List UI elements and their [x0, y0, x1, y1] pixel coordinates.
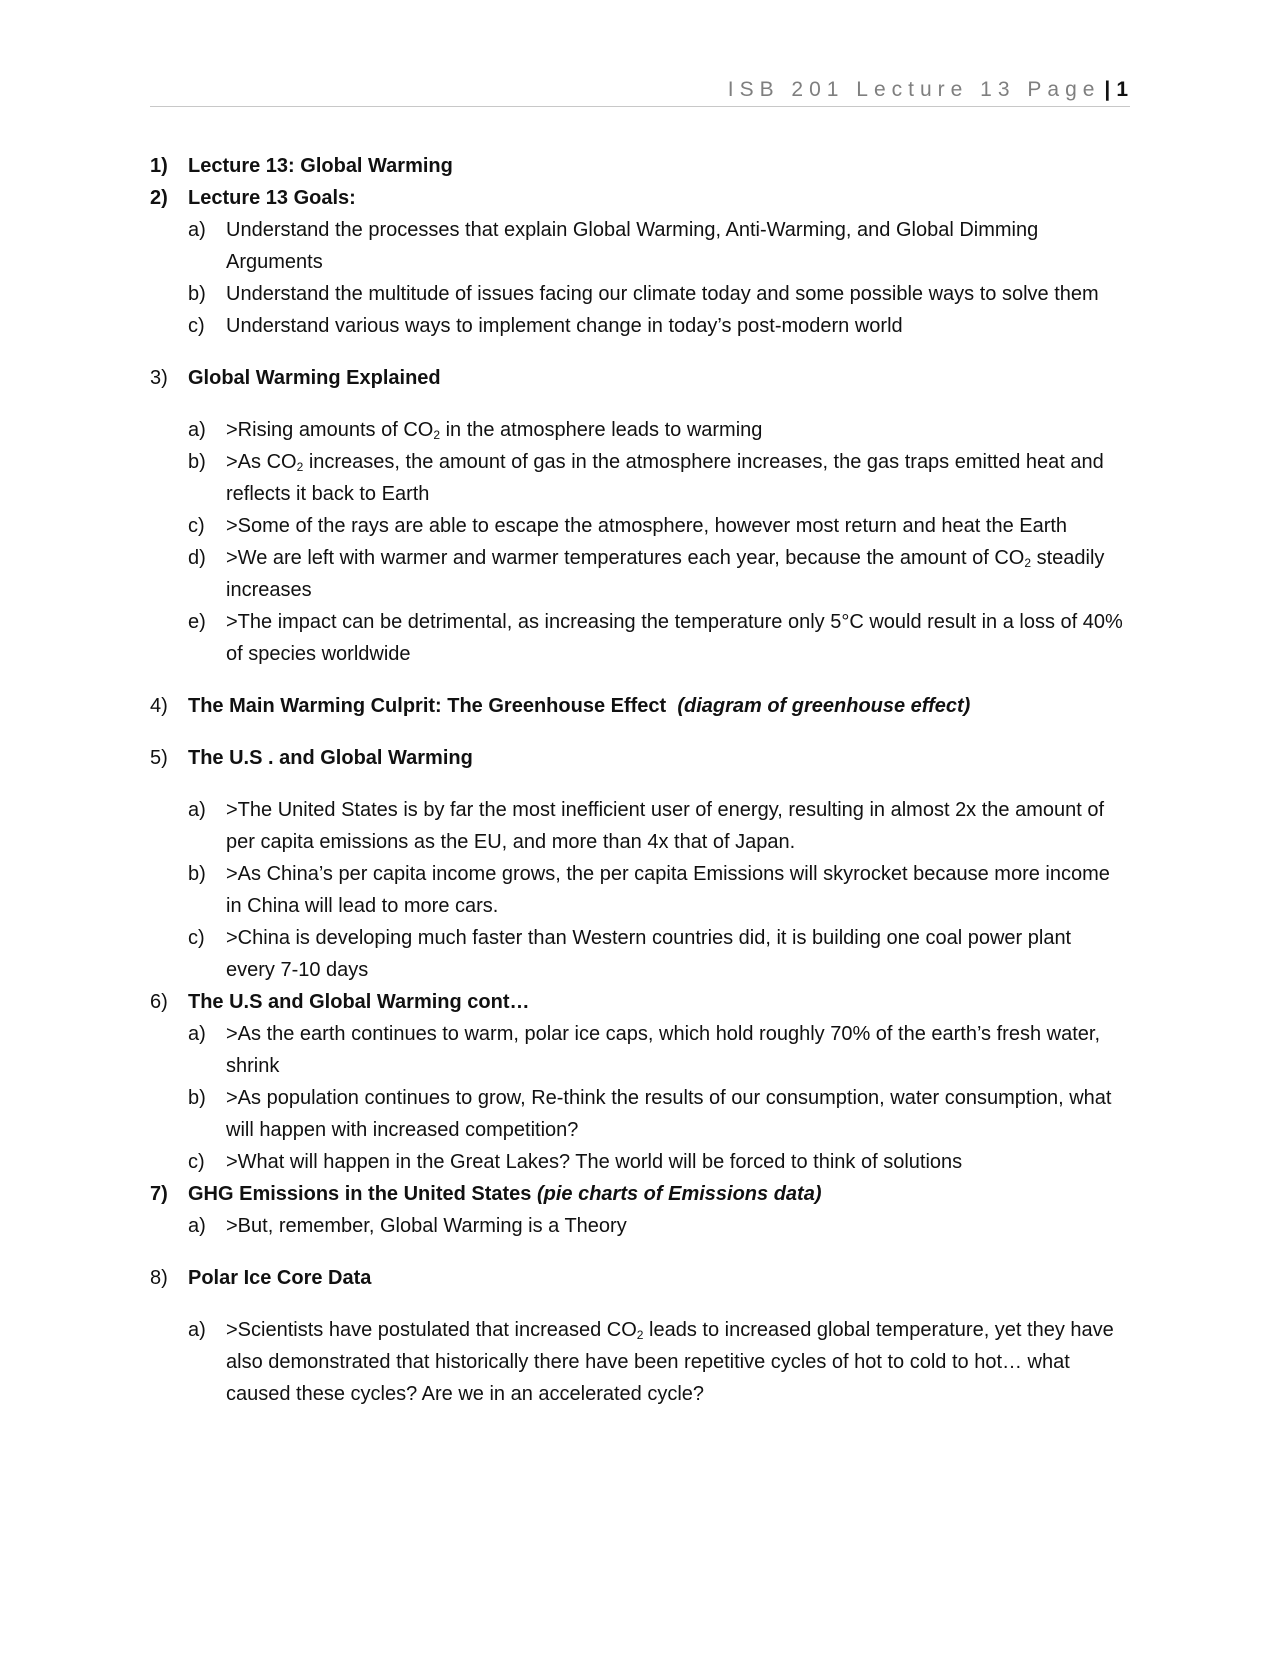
item-letter: a) [188, 1023, 206, 1045]
list-item [188, 446, 1125, 510]
list-item [188, 922, 1125, 986]
section-6-items [188, 1018, 1125, 1178]
section-number: 2) [150, 187, 168, 209]
item-letter: c) [188, 315, 205, 337]
item-text: >China is developing much faster than Western countries did, it is building one coal power plant every 7-10 days [226, 927, 1072, 981]
item-letter: c) [188, 1151, 205, 1173]
item-letter: a) [188, 219, 206, 241]
section-title: GHG Emissions in the United States (pie charts of Emissions data) [188, 1183, 822, 1205]
list-item [188, 1210, 1125, 1242]
item-letter: b) [188, 1087, 206, 1109]
section-6 [150, 986, 1125, 1018]
section-8 [150, 1262, 1125, 1294]
item-letter: b) [188, 283, 206, 305]
section-4 [150, 690, 1125, 722]
section-title: Polar Ice Core Data [188, 1267, 372, 1289]
subscript: 2 [636, 1328, 644, 1342]
list-item [188, 1314, 1125, 1410]
item-text: Understand various ways to implement change in today’s post-modern world [226, 315, 903, 337]
section-3 [150, 362, 1125, 394]
header-page-number: 1 [1116, 78, 1128, 101]
section-2 [150, 182, 1125, 214]
section-title: The U.S and Global Warming cont… [188, 991, 530, 1013]
item-text: >But, remember, Global Warming is a Theory [226, 1215, 627, 1237]
list-item [188, 510, 1125, 542]
list-item [188, 1082, 1125, 1146]
section-5-items [188, 794, 1125, 986]
item-letter: a) [188, 419, 206, 441]
item-text: >Rising amounts of $CO_2$ in the atmosphere leads to warming [226, 419, 763, 442]
section-5 [150, 742, 1125, 774]
item-text: >As population continues to grow, Re-think the results of our consumption, water consumption, what will happen with increased competition? [226, 1087, 1112, 1141]
section-number: 1) [150, 155, 168, 177]
list-item [188, 606, 1125, 670]
item-text: >The United States is by far the most inefficient user of energy, resulting in almost 2x the amount of per capita emissions as the EU, and more than 4x that of Japan. [226, 799, 1105, 853]
item-text: >Scientists have postulated that increased $CO_2$ leads to increased global temperature, yet they have also demonstrated that historically there have been repetitive cycles of hot to cold to hot… what caused these cycles? Are we in an accelerated cycle? [226, 1319, 1114, 1405]
section-2-items [188, 214, 1125, 342]
section-title: The U.S . and Global Warming [188, 747, 473, 769]
item-letter: a) [188, 799, 206, 821]
section-title: Lecture 13 Goals: [188, 187, 356, 209]
list-item [188, 1146, 1125, 1178]
lecture-outline [150, 150, 1125, 1410]
item-text: >We are left with warmer and warmer temperatures each year, because the amount of $CO_2$ steadily increases [226, 547, 1105, 601]
item-letter: a) [188, 1319, 206, 1341]
section-title: Lecture 13: Global Warming [188, 155, 453, 177]
item-text: >As the earth continues to warm, polar ice caps, which hold roughly 70% of the earth’s fresh water, shrink [226, 1023, 1100, 1077]
section-3-items [188, 414, 1125, 670]
section-title: The Main Warming Culprit: The Greenhouse Effect (diagram of greenhouse effect) [188, 695, 971, 717]
item-letter: c) [188, 515, 205, 537]
header-text [728, 78, 1128, 102]
item-text: Understand the processes that explain Global Warming, Anti-Warming, and Global Dimming Arguments [226, 219, 1039, 273]
list-item [188, 794, 1125, 858]
section-7-items [188, 1210, 1125, 1242]
section-1 [150, 150, 1125, 182]
item-text: Understand the multitude of issues facing our climate today and some possible ways to solve them [226, 283, 1099, 305]
list-item [188, 542, 1125, 606]
page-header [150, 78, 1130, 107]
list-item [188, 278, 1125, 310]
item-text: >The impact can be detrimental, as increasing the temperature only 5°C would result in a loss of 40% of species worldwide [226, 611, 1123, 665]
section-number: 8) [150, 1267, 168, 1289]
item-letter: b) [188, 451, 206, 473]
list-item [188, 214, 1125, 278]
item-letter: d) [188, 547, 206, 569]
section-number: 3) [150, 367, 168, 389]
section-number: 6) [150, 991, 168, 1013]
item-letter: a) [188, 1215, 206, 1237]
section-number: 7) [150, 1183, 168, 1205]
section-note: (pie charts of Emissions data) [536, 1183, 822, 1205]
item-text: >Some of the rays are able to escape the atmosphere, however most return and heat the Earth [226, 515, 1068, 537]
item-letter: b) [188, 863, 206, 885]
item-text: >What will happen in the Great Lakes? The world will be forced to think of solutions [226, 1151, 963, 1173]
section-number: 4) [150, 695, 168, 717]
item-letter: e) [188, 611, 206, 633]
subscript: 2 [296, 460, 304, 474]
section-note: (diagram of greenhouse effect) [677, 695, 971, 717]
section-8-items [188, 1314, 1125, 1410]
section-7 [150, 1178, 1125, 1210]
item-letter: c) [188, 927, 205, 949]
list-item [188, 310, 1125, 342]
item-text: >As $CO_2$ increases, the amount of gas in the atmosphere increases, the gas traps emitted heat and reflects it back to Earth [226, 451, 1104, 505]
item-text: >As China’s per capita income grows, the per capita Emissions will skyrocket because more income in China will lead to more cars. [226, 863, 1110, 917]
section-title: Global Warming Explained [188, 367, 441, 389]
list-item [188, 1018, 1125, 1082]
subscript: 2 [433, 428, 441, 442]
list-item [188, 858, 1125, 922]
subscript: 2 [1024, 556, 1032, 570]
header-separator: | [1104, 78, 1111, 101]
list-item [188, 414, 1125, 446]
header-title: ISB 201 Lecture 13 Page [727, 78, 1101, 101]
section-number: 5) [150, 747, 168, 769]
